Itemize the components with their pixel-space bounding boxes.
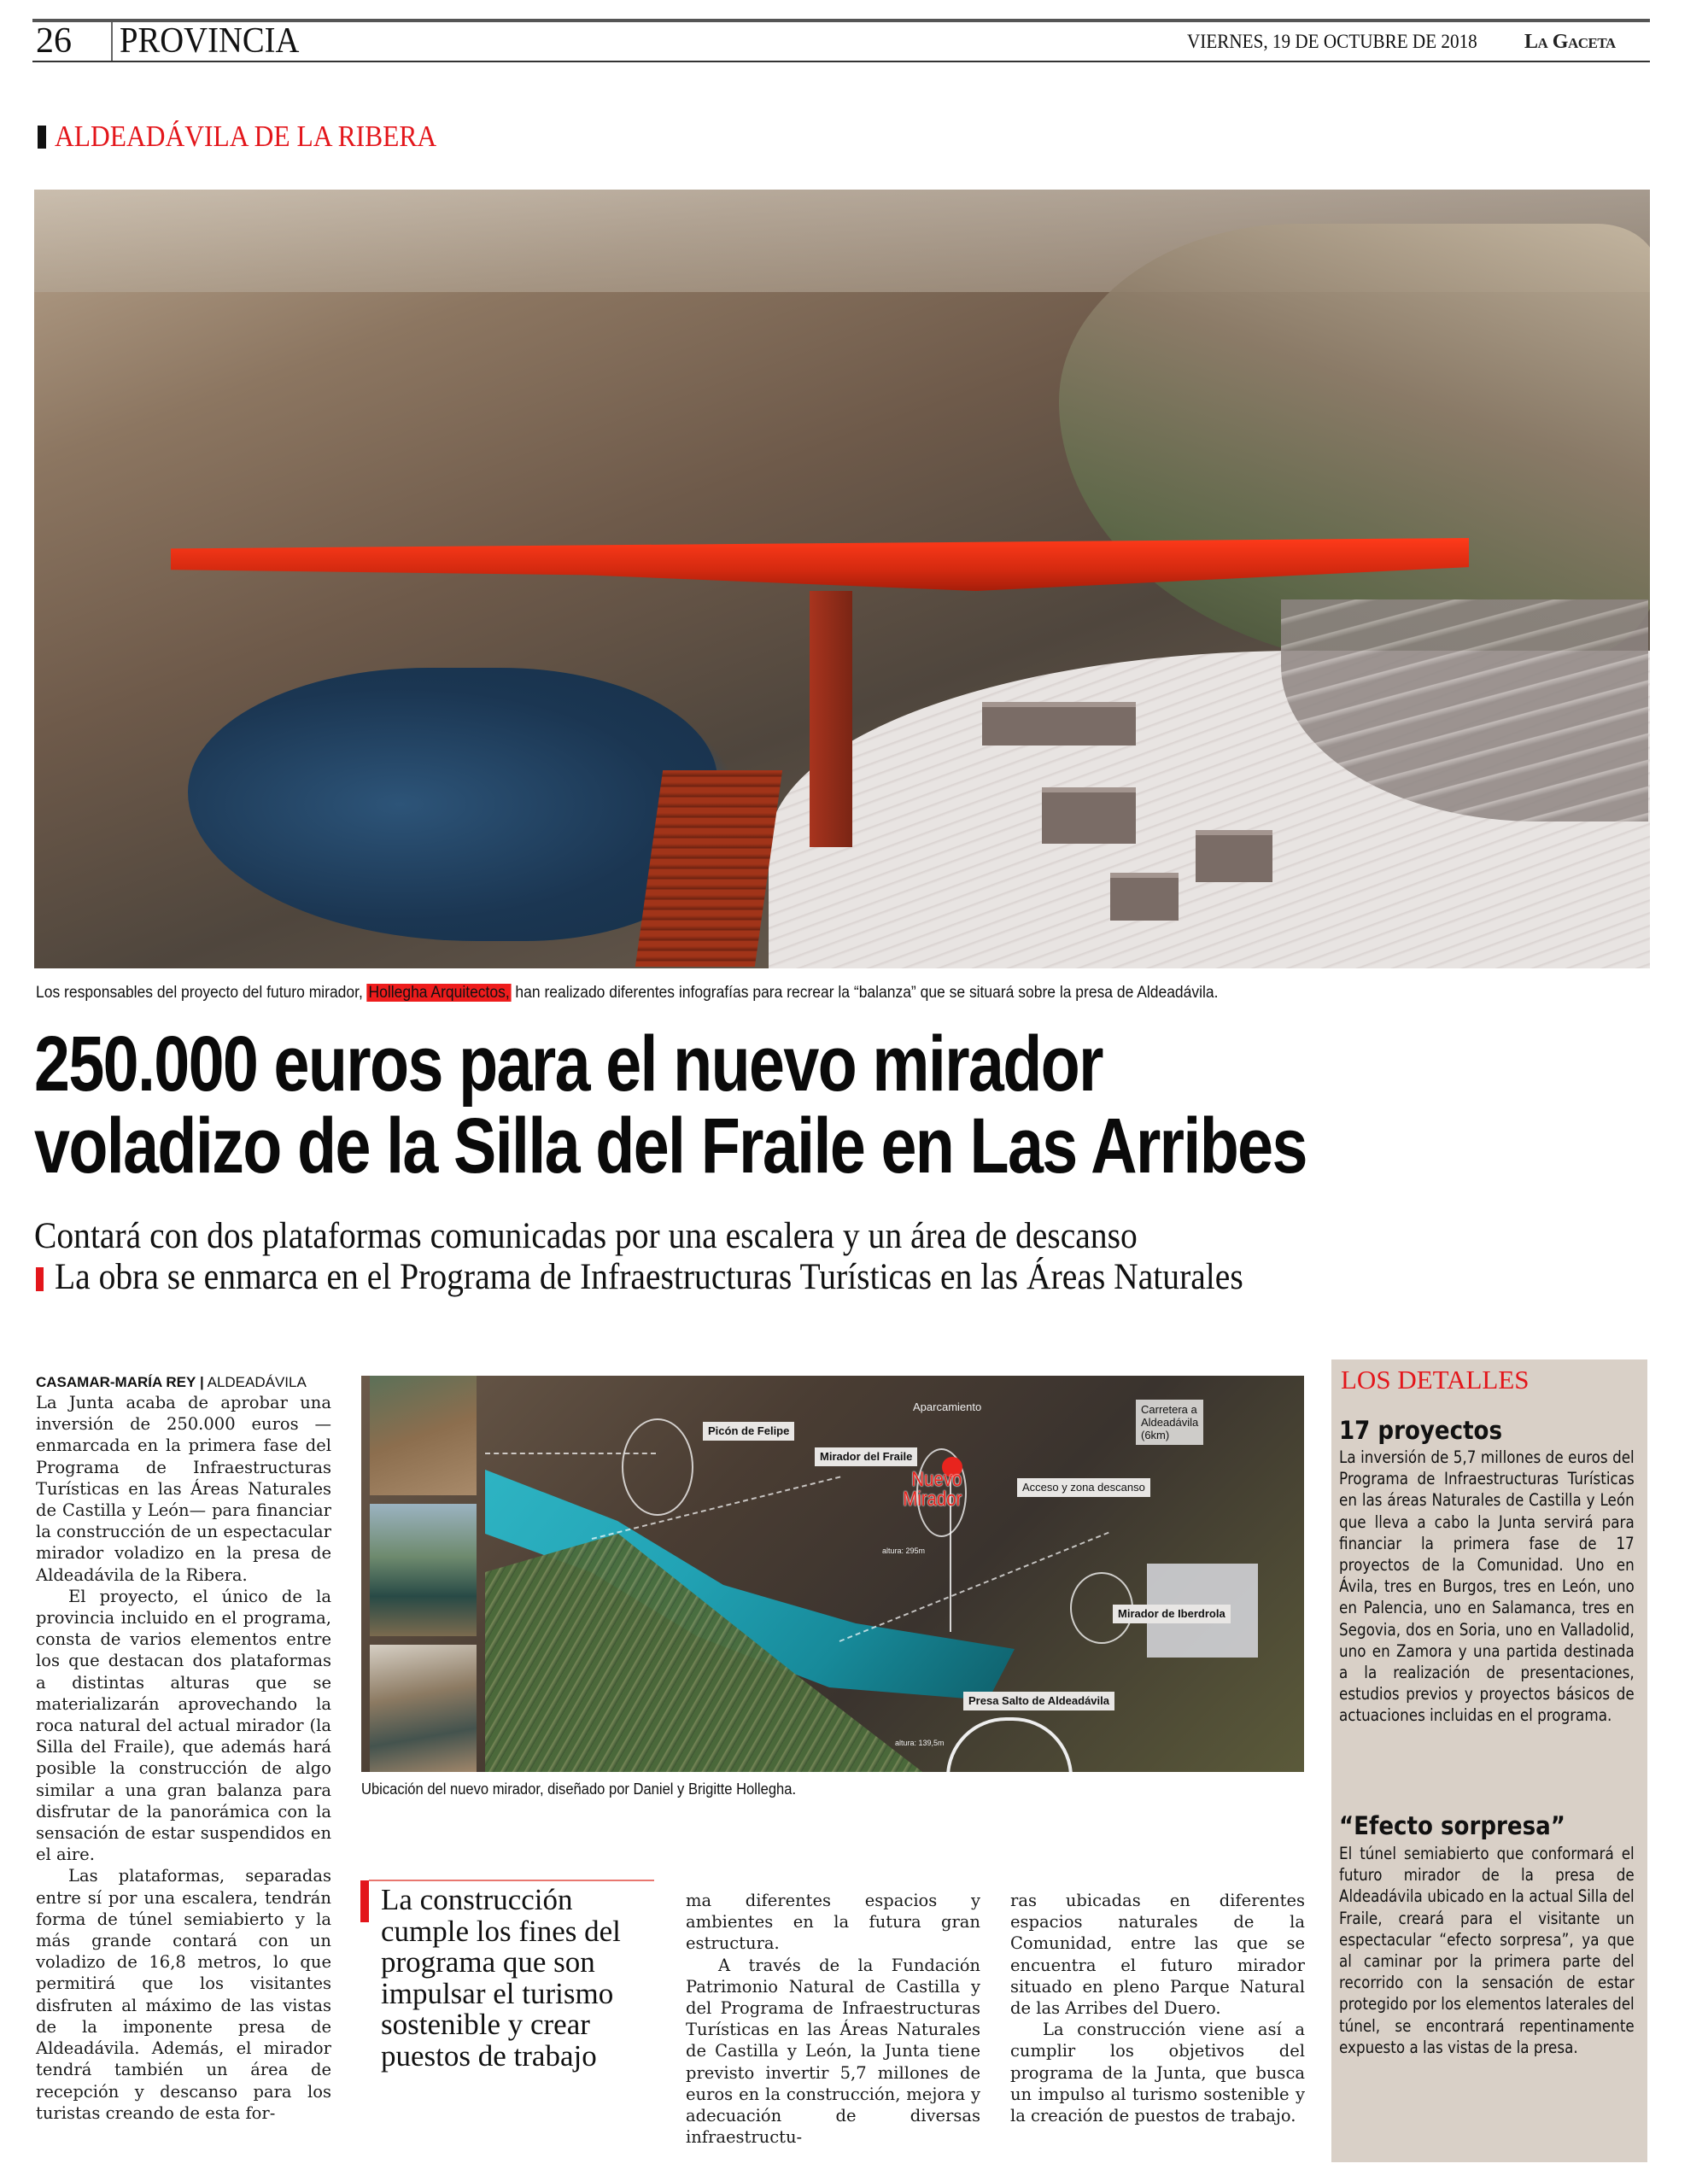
hero-bench bbox=[982, 702, 1136, 746]
sidebar-text: El túnel semiabierto que conformará el futuro mirador de la presa de Aldeadávila ubicado en la actual Silla del Fraile, creará para el visitante un espectacular “efecto sorpresa”, ya que al caminar por la primera parte del recorrido con la sensación de estar protegido por los elementos laterales del túnel, se encontrará repentinamente expuesto a las vistas de la presa. bbox=[1339, 1844, 1635, 2057]
sidebar-heading: 17 proyectos bbox=[1339, 1416, 1503, 1445]
body-paragraph: La Junta acaba de aprobar una inversión de 250.000 euros —enmarcada en la primera fase del Programa de Infraestructuras Turísticas en las Áreas Naturales de Castilla y León— para financiar la construcción de un espectacular mirador voladizo en la presa de Aldeadávila de la Ribera. bbox=[36, 1393, 331, 1585]
body-paragraph: El proyecto, el único de la provincia incluido en el programa, consta de varios elementos entre los que destacan dos plataformas a distintas alturas que se materializarán aprovechando la roca natural del actual mirador (la Silla del Fraile), que además hará posible la construcción de algo similar a una gran balanza para disfrutar de la panorámica con la sensación de estar suspendidos en el aire. bbox=[36, 1586, 331, 1865]
hero-bench bbox=[1196, 830, 1272, 882]
hero-pillar bbox=[810, 591, 852, 847]
issue-date: VIERNES, 19 DE OCTUBRE DE 2018 bbox=[1187, 31, 1477, 52]
byline-author: CASAMAR-MARÍA REY bbox=[36, 1374, 196, 1390]
body-paragraph: A través de la Fundación Patrimonio Natural de Castilla y del Programa de Infraestructuras Turísticas en las Áreas Naturales de Castilla y León, la Junta tiene previsto invertir 5,7 millones de euros en la construcción, mejora y adecuación de diversas infraestructu- bbox=[686, 1955, 980, 2148]
kicker-marker bbox=[38, 126, 46, 149]
map-label: Aparcamiento bbox=[913, 1400, 982, 1413]
sidebar-title: LOS DETALLES bbox=[1341, 1365, 1530, 1395]
body-column-1 bbox=[36, 1392, 331, 2124]
byline-separator: | bbox=[200, 1374, 204, 1390]
headline-line: 250.000 euros para el nuevo mirador bbox=[34, 1020, 1103, 1108]
body-paragraph: ma diferentes espacios y ambientes en la futura gran estructura. bbox=[686, 1891, 980, 1954]
hero-bench bbox=[1110, 873, 1179, 921]
sidebar-heading: “Efecto sorpresa” bbox=[1339, 1811, 1565, 1840]
map-thumbnail-strip bbox=[361, 1376, 477, 1772]
pullquote-rule bbox=[369, 1880, 654, 1881]
hero-rendering-image bbox=[34, 190, 1650, 968]
page-number: 26 bbox=[36, 21, 72, 61]
map-caption: Ubicación del nuevo mirador, diseñado por Daniel y Brigitte Hollegha. bbox=[361, 1780, 797, 1798]
byline-location: ALDEADÁVILA bbox=[207, 1374, 307, 1390]
location-map-image bbox=[361, 1376, 1304, 1772]
headline bbox=[34, 1020, 1365, 1190]
map-dashed-line bbox=[839, 1532, 1109, 1642]
map-label: Carretera a Aldeadávila (6km) bbox=[1136, 1400, 1203, 1445]
pullquote-marker bbox=[360, 1880, 369, 1922]
map-label: Mirador de Iberdrola bbox=[1113, 1605, 1231, 1623]
byline bbox=[36, 1373, 307, 1392]
map-thumbnail bbox=[370, 1376, 477, 1495]
subheadline-marker bbox=[36, 1267, 44, 1291]
map-thumbnail bbox=[370, 1645, 477, 1772]
hero-caption-highlight: Hollegha Arquitectos, bbox=[368, 984, 510, 1002]
hero-river bbox=[188, 668, 717, 941]
map-label: Picón de Felipe bbox=[703, 1422, 794, 1441]
map-dam bbox=[946, 1717, 1073, 1772]
map-label: Presa Salto de Aldeadávila bbox=[963, 1692, 1114, 1710]
pullquote: La construcción cumple los fines del programa que son impulsar el turismo sostenible y crear puestos de trabajo bbox=[381, 1883, 621, 2073]
body-paragraph: La construcción viene así a cumplir los objetivos del programa de la Junta, que busca un impulso al turismo sostenible y la creación de puestos de trabajo. bbox=[1010, 2020, 1305, 2126]
body-column-3 bbox=[686, 1890, 980, 2148]
subheadline: Contará con dos plataformas comunicadas por una escalera y un área de descanso bbox=[34, 1216, 1138, 1256]
map-altitude-label: altura: 295m bbox=[882, 1547, 926, 1555]
hero-caption bbox=[36, 982, 1218, 1004]
body-column-4 bbox=[1010, 1890, 1305, 2126]
headline-line: voladizo de la Silla del Fraile en Las Arribes bbox=[34, 1102, 1307, 1190]
sidebar-text: La inversión de 5,7 millones de euros del Programa de Infraestructuras Turísticas en las áreas Naturales de Castilla y León que lleva a cabo la Junta servirá para financiar la primera fase de 17 proyectos de la Comunidad. Uno en Ávila, tres en Burgos, tres en León, uno en Palencia, uno en Salamanca, tres en Segovia, dos en Soria, uno en Valladolid, uno en Zamora y una partida destinada a la realización de presentaciones, estudios previos y proyectos básicos de actuaciones incluidas en el programa. bbox=[1339, 1447, 1635, 1726]
map-thumbnail bbox=[370, 1504, 477, 1636]
map-label: Mirador del Fraile bbox=[815, 1447, 917, 1466]
section-name: PROVINCIA bbox=[120, 21, 300, 61]
newspaper-logo: La Gaceta bbox=[1524, 31, 1616, 53]
map-label: Acceso y zona descanso bbox=[1017, 1478, 1150, 1497]
body-paragraph: Las plataformas, separadas entre sí por una escalera, tendrán forma de túnel semiabierto y la más grande contará con un voladizo de 16,8 metros, lo que permitirá que los visitantes disfruten al máximo de las vistas de la imponente presa de Aldeadávila. Además, el mirador tendrá también un área de recepción y descanso para los turistas creando de esta for- bbox=[36, 1866, 331, 2123]
map-label-nuevo-mirador: Nuevo Mirador bbox=[903, 1468, 962, 1511]
map-altitude-label: altura: 139,5m bbox=[895, 1739, 945, 1747]
hero-caption-text: Los responsables del proyecto del futuro mirador, bbox=[36, 984, 367, 1002]
body-paragraph: ras ubicadas en diferentes espacios naturales de la Comunidad, entre las que se encuentra el futuro mirador situado en pleno Parque Natural de las Arribes del Duero. bbox=[1010, 1891, 1305, 2019]
hero-caption-text: han realizado diferentes infografías para recrear la “balanza” que se situará sobre la presa de Aldeadávila. bbox=[511, 984, 1219, 1002]
map-dashed-line bbox=[485, 1453, 656, 1454]
map-marker-circle bbox=[622, 1418, 693, 1516]
hero-bench bbox=[1042, 787, 1136, 844]
masthead-divider bbox=[111, 22, 113, 61]
kicker: ALDEADÁVILA DE LA RIBERA bbox=[55, 120, 437, 153]
subheadline: La obra se enmarca en el Programa de Infraestructuras Turísticas en las Áreas Naturales bbox=[55, 1257, 1243, 1297]
